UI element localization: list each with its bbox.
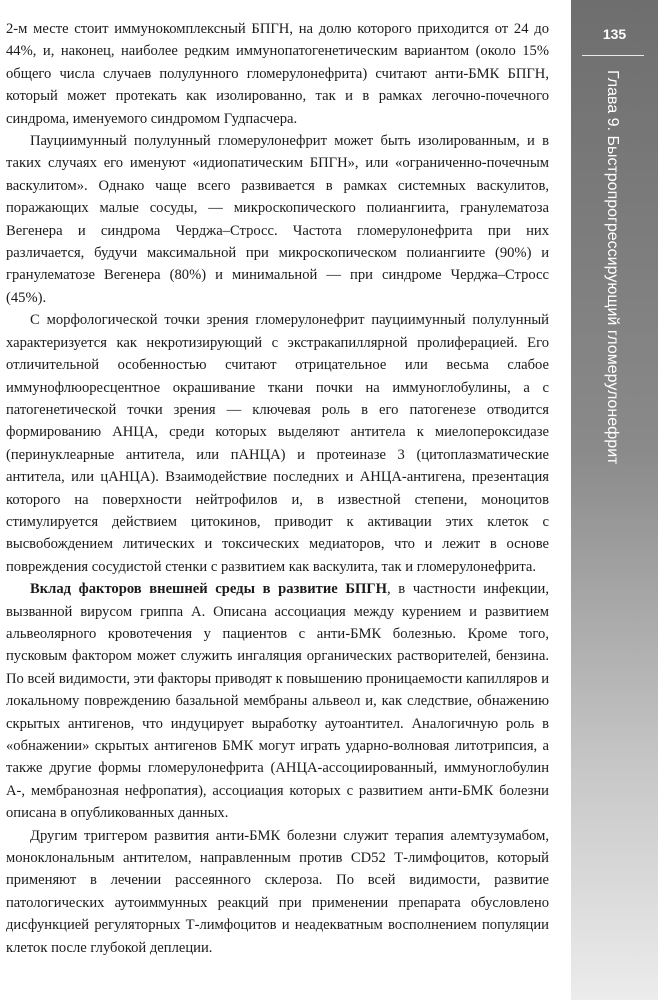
page-number-divider (582, 55, 644, 56)
page-number: 135 (602, 26, 627, 42)
paragraph-4-text: , в частности инфекции, вызванной вирусом гриппа А. Описана ассоциация между курением и развитием альвеолярного кровотечения у пациентов с анти-БМК болезнью. Кроме того, пусковым фактором может служить ингаляция органических растворителей, бензина. По всей видимости, эти факторы приводят к повышению проницаемости капилляров и локальному повреждению базальной мембраны альвеол и, как следствие, обнажению скрытых антигенов, что индуцирует выработку аутоантител. Аналогичную роль в «обнажении» скрытых антигенов БМК могут играть ударно-волновая литотрипсия, а также другие формы гломерулонефрита (АНЦА-ассоциированный, иммуноглобулин А-, мембранозная нефропатия), ассоциация которых с развитием анти-БМК болезни описана в опубликованных данных. (6, 581, 550, 822)
paragraph-2: Пауциимунный полулунный гломерулонефрит может быть изолированным, и в таких случаях его именуют «идиопатическим БПГН», или «ограниченно-почечным васкулитом». Однако чаще всего развивается в рамках системных васкулитов, поражающих малые сосуды, — микроскопического полиангиита, гранулематоза Вегенера и синдрома Черджа–Стросс. Частота гломерулонефрита при них различается, будучи максимальной при микроскопическом полиангиите (90%) и гранулематозе Вегенера (80%) и минимальной — при синдроме Черджа–Стросс (45%). (6, 133, 549, 306)
paragraph-4 (6, 578, 549, 824)
paragraph-5: Другим триггером развития анти-БМК болезни служит терапия алемтузумабом, моноклональным антителом, направленным против CD52 Т-лимфоцитов, который применяют в лечении рассеянного склероза. По всей видимости, развитие патологических аутоиммунных реакций при применении препарата обусловлено дисфункцией регуляторных Т-лимфоцитов и неадекватным восполнением популяции клеток после глубокой деплеции. (6, 827, 549, 956)
paragraph-1: 2-м месте стоит иммунокомплексный БПГН, на долю которого приходится от 24 до 44%, и, наконец, наиболее редким иммунопатогенетическим вариантом (около 15% общего числа случаев полулунного гломерулонефрита) считают анти-БМК БПГН, который может протекать как изолированно, так и в рамках легочно-почечного синдрома, именуемого синдромом Гудпасчера. (6, 21, 549, 127)
page-body-text (6, 18, 549, 959)
paragraph-4-bold-lead: Вклад факторов внешней среды в развитие БПГН (30, 581, 388, 598)
chapter-title: Глава 9. Быстропрогрессирующий гломерулонефрит (604, 70, 621, 465)
paragraph-3: С морфологической точки зрения гломерулонефрит пауциимунный полулунный характеризуется как некротизирующий с экстракапиллярной пролиферацией. Его отличительной особенностью считают отрицательное или весьма слабое иммунофлюоресцентное окрашивание ткани почки на иммуноглобулины, а с патогенетической точки зрения — ключевая роль в его патогенезе отводится формированию АНЦА, среди которых выделяют антитела к миелопероксидазе (перинуклеарные антитела, или пАНЦА) и протеиназе 3 (цитоплазматические антитела, или цАНЦА). Взаимодействие последних и АНЦА-антигена, презентация которого на поверхности нейтрофилов и, в известной степени, моноцитов стимулируется действием цитокинов, приводит к активации этих клеток с высвобождением литических и токсических медиаторов, что и лежит в основе повреждения сосудистой стенки с развитием как васкулита, так и гломерулонефрита. (6, 312, 549, 575)
